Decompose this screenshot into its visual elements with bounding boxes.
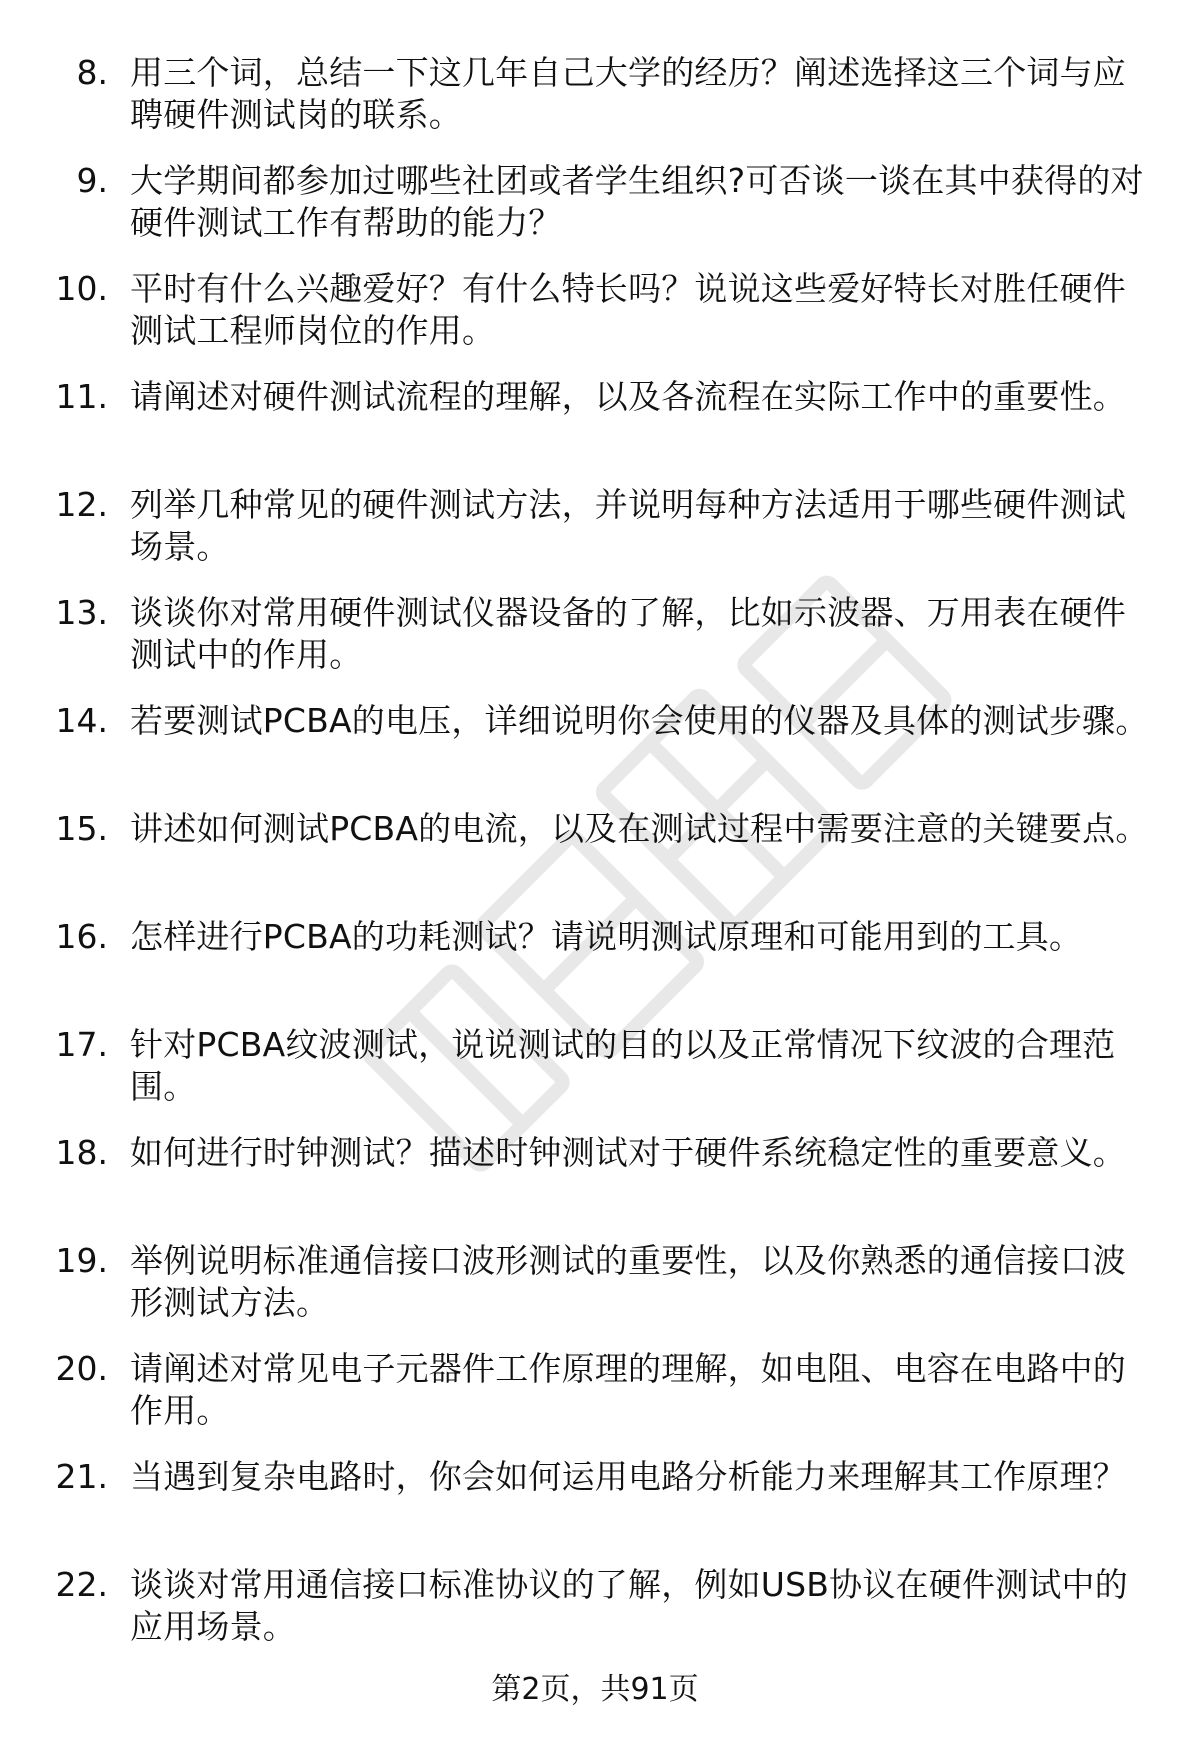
question-item [0, 268, 1190, 376]
question-number: 21. [55, 1457, 108, 1496]
question-number: 16. [55, 917, 108, 956]
question-text: 请阐述对硬件测试流程的理解，以及各流程在实际工作中的重要性。 [130, 377, 1126, 416]
question-number: 9. [76, 161, 108, 200]
question-number: 15. [55, 809, 108, 848]
question-number: 18. [55, 1133, 108, 1172]
question-text: 平时有什么兴趣爱好？有什么特长吗？说说这些爱好特长对胜任硬件测试工程师岗位的作用。 [130, 269, 1126, 350]
question-item [0, 1240, 1190, 1348]
question-number: 17. [55, 1025, 108, 1064]
question-item [0, 52, 1190, 160]
question-item [0, 376, 1190, 484]
question-item [0, 160, 1190, 268]
question-number: 19. [55, 1241, 108, 1280]
question-text: 如何进行时钟测试？描述时钟测试对于硬件系统稳定性的重要意义。 [130, 1133, 1126, 1172]
question-text: 怎样进行PCBA的功耗测试？请说明测试原理和可能用到的工具。 [130, 917, 1083, 956]
question-item [0, 1564, 1190, 1672]
question-item [0, 1348, 1190, 1456]
question-text: 请阐述对常见电子元器件工作原理的理解，如电阻、电容在电路中的作用。 [130, 1349, 1126, 1430]
question-item [0, 484, 1190, 592]
question-text: 举例说明标准通信接口波形测试的重要性，以及你熟悉的通信接口波形测试方法。 [130, 1241, 1126, 1322]
question-text: 用三个词，总结一下这几年自己大学的经历？阐述选择这三个词与应聘硬件测试岗的联系。 [130, 53, 1126, 134]
question-item [0, 700, 1190, 808]
question-text: 谈谈对常用通信接口标准协议的了解，例如USB协议在硬件测试中的应用场景。 [130, 1565, 1128, 1646]
question-item [0, 1132, 1190, 1240]
question-number: 11. [55, 377, 108, 416]
question-list [0, 52, 1190, 1672]
question-item [0, 1456, 1190, 1564]
question-number: 22. [55, 1565, 108, 1604]
question-text: 讲述如何测试PCBA的电流，以及在测试过程中需要注意的关键要点。 [130, 809, 1149, 848]
question-number: 13. [55, 593, 108, 632]
question-text: 列举几种常见的硬件测试方法，并说明每种方法适用于哪些硬件测试场景。 [130, 485, 1126, 566]
question-item [0, 1024, 1190, 1132]
question-text: 谈谈你对常用硬件测试仪器设备的了解，比如示波器、万用表在硬件测试中的作用。 [130, 593, 1126, 674]
page-footer: 第2页，共91页 [491, 1672, 699, 1707]
question-number: 8. [76, 53, 108, 92]
question-number: 20. [55, 1349, 108, 1388]
question-item [0, 808, 1190, 916]
question-text: 若要测试PCBA的电压，详细说明你会使用的仪器及具体的测试步骤。 [130, 701, 1149, 740]
question-text: 大学期间都参加过哪些社团或者学生组织?可否谈一谈在其中获得的对硬件测试工作有帮助的能力？ [130, 161, 1144, 242]
question-number: 10. [55, 269, 108, 308]
question-number: 14. [55, 701, 108, 740]
question-number: 12. [55, 485, 108, 524]
question-item [0, 916, 1190, 1024]
question-text: 当遇到复杂电路时，你会如何运用电路分析能力来理解其工作原理？ [130, 1457, 1126, 1496]
question-text: 针对PCBA纹波测试，说说测试的目的以及正常情况下纹波的合理范围。 [130, 1025, 1116, 1106]
question-item [0, 592, 1190, 700]
